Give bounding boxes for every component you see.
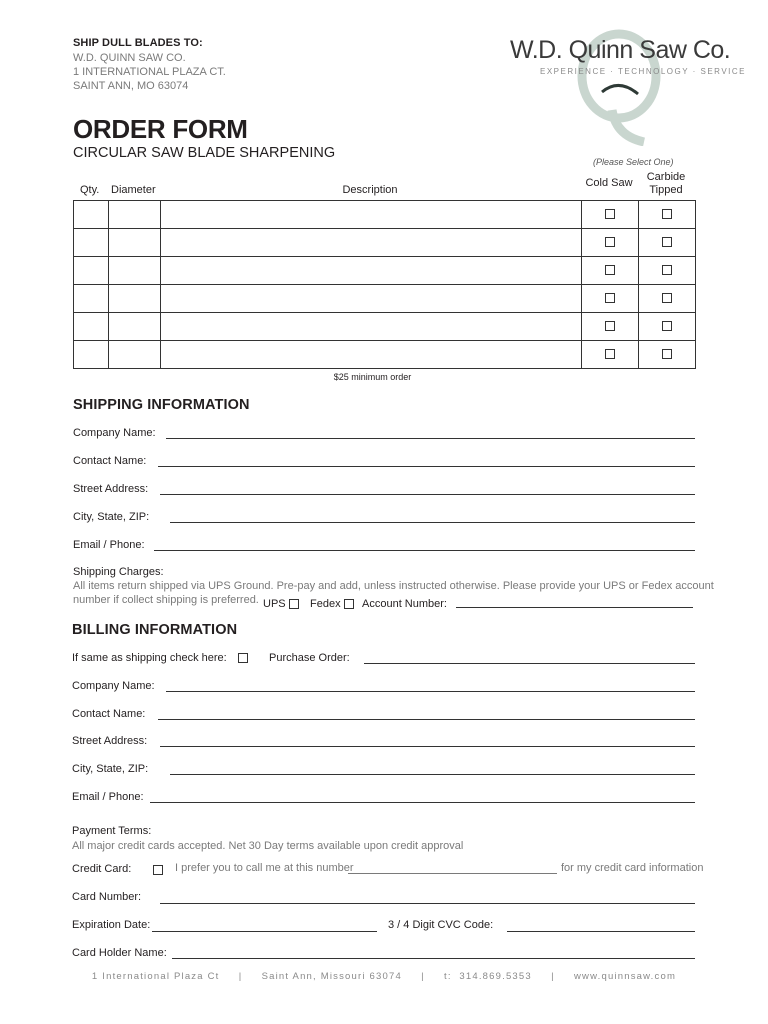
ship-to-title: SHIP DULL BLADES TO: — [73, 37, 203, 49]
billing-street-label: Street Address: — [72, 735, 148, 747]
table-row — [74, 313, 696, 341]
same-as-shipping-label: If same as shipping check here: — [72, 652, 227, 664]
expiration-date-field[interactable] — [152, 931, 377, 932]
shipping-company-field[interactable] — [166, 438, 695, 439]
billing-contact-label: Contact Name: — [72, 708, 146, 720]
cold-saw-checkbox[interactable] — [605, 237, 615, 247]
shipping-email-label: Email / Phone: — [73, 539, 145, 551]
ups-checkbox[interactable] — [289, 599, 299, 609]
footer-website-link[interactable]: www.quinnsaw.com — [573, 971, 677, 982]
col-header-carbide-line: Tipped — [649, 184, 683, 196]
billing-street-field[interactable] — [160, 746, 695, 747]
card-holder-field[interactable] — [172, 958, 695, 959]
page-subtitle: CIRCULAR SAW BLADE SHARPENING — [73, 145, 336, 161]
cold-saw-cell — [582, 201, 639, 229]
cold-saw-cell — [582, 313, 639, 341]
billing-city-field[interactable] — [170, 774, 695, 775]
purchase-order-field[interactable] — [364, 663, 695, 664]
fedex-label: Fedex — [310, 598, 341, 610]
billing-city-label: City, State, ZIP: — [72, 763, 149, 775]
col-header-description: Description — [342, 184, 398, 196]
description-cell[interactable] — [160, 313, 581, 341]
payment-terms-note: All major credit cards accepted. Net 30 Day terms available upon credit approval — [72, 840, 464, 852]
shipping-street-field[interactable] — [160, 494, 695, 495]
call-phone-field[interactable] — [348, 873, 557, 874]
brand-tagline: EXPERIENCE · TECHNOLOGY · SERVICE — [540, 67, 746, 76]
footer-phone: t: 314.869.5353 — [444, 971, 532, 982]
page-title: ORDER FORM — [73, 114, 248, 144]
cold-saw-checkbox[interactable] — [605, 321, 615, 331]
shipping-charges-title: Shipping Charges: — [73, 566, 164, 578]
billing-company-field[interactable] — [166, 691, 695, 692]
footer-separator: | — [421, 971, 425, 982]
cold-saw-cell — [582, 341, 639, 369]
qty-cell[interactable] — [74, 313, 109, 341]
ups-label: UPS — [263, 598, 286, 610]
table-row — [74, 285, 696, 313]
cold-saw-cell — [582, 285, 639, 313]
carbide-cell — [639, 229, 696, 257]
cold-saw-checkbox[interactable] — [605, 349, 615, 359]
ship-to-line: W.D. QUINN SAW CO. — [73, 52, 186, 64]
shipping-contact-field[interactable] — [158, 466, 695, 467]
table-row — [74, 229, 696, 257]
description-cell[interactable] — [160, 257, 581, 285]
footer-separator: | — [551, 971, 555, 982]
qty-cell[interactable] — [74, 341, 109, 369]
footer-separator: | — [238, 971, 243, 982]
shipping-city-label: City, State, ZIP: — [73, 511, 150, 523]
col-header-diameter: Diameter — [111, 184, 156, 196]
expiration-date-label: Expiration Date: — [72, 919, 151, 931]
brand-name: W.D. Quinn Saw Co. — [510, 36, 731, 64]
carbide-cell — [639, 285, 696, 313]
card-holder-label: Card Holder Name: — [72, 947, 167, 959]
cold-saw-checkbox[interactable] — [605, 265, 615, 275]
card-number-label: Card Number: — [72, 891, 142, 903]
cold-saw-cell — [582, 229, 639, 257]
col-header-carbide — [640, 171, 692, 197]
billing-section-title: BILLING INFORMATION — [72, 622, 238, 638]
footer-address: 1 International Plaza Ct — [91, 971, 220, 982]
same-as-shipping-checkbox[interactable] — [238, 653, 248, 663]
ship-to-line: 1 INTERNATIONAL PLAZA CT. — [73, 66, 226, 78]
cvc-field[interactable] — [507, 931, 695, 932]
carbide-checkbox[interactable] — [662, 321, 672, 331]
qty-cell[interactable] — [74, 229, 109, 257]
diameter-cell[interactable] — [108, 313, 160, 341]
footer-city: Saint Ann, Missouri 63074 — [261, 971, 402, 982]
description-cell[interactable] — [160, 341, 581, 369]
table-row — [74, 257, 696, 285]
footer — [0, 971, 768, 982]
call-preference-suffix: for my credit card information — [561, 862, 704, 874]
diameter-cell[interactable] — [108, 285, 160, 313]
carbide-checkbox[interactable] — [662, 237, 672, 247]
card-number-field[interactable] — [160, 903, 695, 904]
cold-saw-checkbox[interactable] — [605, 209, 615, 219]
billing-email-field[interactable] — [150, 802, 695, 803]
payment-terms-title: Payment Terms: — [72, 825, 152, 837]
diameter-cell[interactable] — [108, 257, 160, 285]
shipping-charges-note: All items return shipped via UPS Ground. Pre-pay and add, unless instructed otherwise. Please provide your UPS or Fedex account — [73, 580, 714, 592]
table-row — [74, 341, 696, 369]
carbide-checkbox[interactable] — [662, 209, 672, 219]
qty-cell[interactable] — [74, 201, 109, 229]
shipping-city-field[interactable] — [170, 522, 695, 523]
col-header-qty: Qty. — [80, 184, 100, 196]
table-row — [74, 201, 696, 229]
shipping-charges-note: number if collect shipping is preferred. — [73, 594, 259, 606]
account-number-field[interactable] — [456, 607, 693, 608]
carbide-checkbox[interactable] — [662, 265, 672, 275]
diameter-cell[interactable] — [108, 229, 160, 257]
purchase-order-label: Purchase Order: — [269, 652, 350, 664]
account-number-label: Account Number: — [362, 598, 447, 610]
carbide-checkbox[interactable] — [662, 349, 672, 359]
carbide-cell — [639, 313, 696, 341]
call-preference-label: I prefer you to call me at this number — [175, 862, 354, 874]
diameter-cell[interactable] — [108, 341, 160, 369]
carbide-cell — [639, 341, 696, 369]
diameter-cell[interactable] — [108, 201, 160, 229]
qty-cell[interactable] — [74, 257, 109, 285]
billing-contact-field[interactable] — [158, 719, 695, 720]
carbide-checkbox[interactable] — [662, 293, 672, 303]
minimum-order-note: $25 minimum order — [333, 372, 412, 382]
billing-company-label: Company Name: — [72, 680, 155, 692]
shipping-company-label: Company Name: — [73, 427, 156, 439]
col-header-carbide-line: Carbide — [646, 171, 686, 183]
cvc-label: 3 / 4 Digit CVC Code: — [388, 919, 494, 931]
shipping-street-label: Street Address: — [73, 483, 149, 495]
cold-saw-cell — [582, 257, 639, 285]
cold-saw-checkbox[interactable] — [605, 293, 615, 303]
billing-email-label: Email / Phone: — [72, 791, 144, 803]
description-cell[interactable] — [160, 285, 581, 313]
ship-to-line: SAINT ANN, MO 63074 — [73, 80, 189, 92]
description-cell[interactable] — [160, 201, 581, 229]
carbide-cell — [639, 201, 696, 229]
carbide-cell — [639, 257, 696, 285]
call-me-checkbox[interactable] — [153, 865, 163, 875]
col-header-cold-saw: Cold Saw — [585, 177, 633, 189]
shipping-email-field[interactable] — [154, 550, 695, 551]
credit-card-label: Credit Card: — [72, 863, 132, 875]
select-one-note: (Please Select One) — [593, 157, 674, 167]
qty-cell[interactable] — [74, 285, 109, 313]
shipping-contact-label: Contact Name: — [73, 455, 147, 467]
items-table — [73, 200, 696, 369]
fedex-checkbox[interactable] — [344, 599, 354, 609]
description-cell[interactable] — [160, 229, 581, 257]
shipping-section-title: SHIPPING INFORMATION — [73, 397, 250, 413]
